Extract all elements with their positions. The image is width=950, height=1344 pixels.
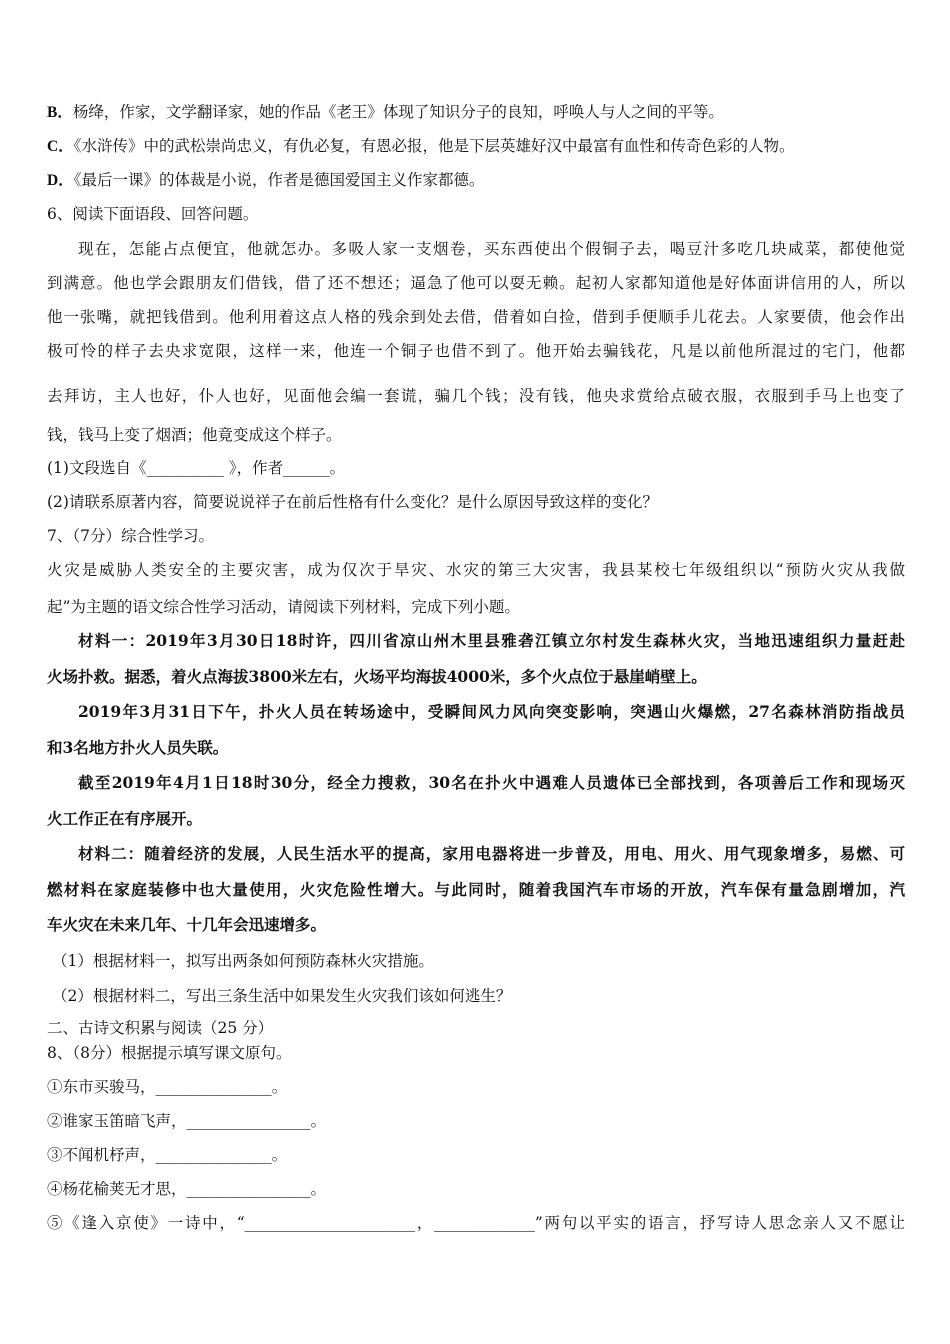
- q7-material-2-line: 材料二：随着经济的发展，人民生活水平的提高，家用电器将进一步普及，用电、用火、用气现象增多，易燃、可: [78, 844, 905, 863]
- option-d: [47, 169, 484, 192]
- q7-material-1-line: 火场扑救。据悉，着火点海拔3800米左右，火场平均海拔4000米，多个火点位于悬崖峭壁上。: [47, 667, 707, 686]
- q8-item-2: ②谁家玉笛暗飞声，________________。: [47, 1112, 327, 1130]
- q8-item-5: ⑤《逢入京使》一诗中，“______________________，_____________”两句以平实的语言，抒写诗人思念亲人又不愿让: [47, 1214, 905, 1232]
- section-2-title: 二、古诗文积累与阅读（25 分）: [47, 1019, 274, 1037]
- option-d-text: 《最后一课》的体裁是小说，作者是德国爱国主义作家都德。: [73, 171, 485, 189]
- question-8-title: 8、（8分）根据提示填写课文原句。: [47, 1044, 292, 1062]
- q7-intro-line: 火灾是威胁人类安全的主要灾害，成为仅次于旱灾、水灾的第三大灾害，我县某校七年级组织以“预防火灾从我做: [47, 561, 905, 579]
- q7-subquestion-2: （2）根据材料二，写出三条生活中如果发生火灾我们该如何逃生？: [52, 987, 512, 1005]
- q7-material-1-line: 材料一：2019年3月30日18时许，四川省凉山州木里县雅砻江镇立尔村发生森林火灾，当地迅速组织力量赶赴: [78, 631, 905, 650]
- q7-material-2-line: 车火灾在未来几年、十几年会迅速增多。: [47, 915, 327, 934]
- question-7-title: 7、（7分）综合性学习。: [47, 527, 214, 545]
- q7-material-1-line: 火工作正在有序展开。: [47, 809, 203, 828]
- q6-passage-line: 极可怜的样子去央求宽限，这样一来，他连一个铜子也借不到了。他开始去骗钱花，凡是以前他所混过的宅门，他都: [47, 342, 905, 360]
- q7-material-1-line: 2019年3月31日下午，扑火人员在转场途中，受瞬间风力风向突变影响，突遇山火爆燃，27名森林消防指战员: [78, 702, 905, 721]
- q6-passage-line: 现在，怎能占点便宜，他就怎办。多吸人家一支烟卷，买东西使出个假铜子去，喝豆汁多吃几块咸菜，都使他觉: [78, 240, 905, 258]
- option-b-letter: B．: [47, 104, 73, 121]
- q7-material-1-line: 截至2019年4月1日18时30分，经全力搜救，30名在扑火中遇难人员遗体已全部找到，各项善后工作和现场灭: [78, 773, 905, 792]
- q6-subquestion-1: (1)文段选自《__________ 》，作者______。: [47, 459, 346, 477]
- q6-passage-line: 他一张嘴，就把钱借到。他利用着这点人格的残余到处去借，借着如白捡，借到手便顺手儿花去。人家要债，他会作出: [47, 308, 905, 326]
- q7-material-1-line: 和3名地方扑火人员失联。: [47, 738, 229, 757]
- option-b: [47, 101, 724, 124]
- q6-passage-line: 钱，钱马上变了烟酒；他竟变成这个样子。: [47, 426, 342, 444]
- option-c: [47, 135, 794, 158]
- option-d-letter: D．: [47, 172, 74, 189]
- question-6-title: 6、阅读下面语段、回答问题。: [47, 205, 259, 223]
- q8-item-1: ①东市买骏马，_______________。: [47, 1078, 288, 1096]
- q6-passage-line: 去拜访，主人也好，仆人也好，见面他会编一套谎，骗几个钱；没有钱，他央求赏给点破衣服，衣服到手马上也变了: [47, 387, 905, 405]
- q7-subquestion-1: （1）根据材料一，拟写出两条如何预防森林火灾措施。: [52, 952, 434, 970]
- option-c-text: 《水浒传》中的武松崇尚忠义，有仇必复，有恩必报，他是下层英雄好汉中最富有血性和传奇色彩的人物。: [73, 137, 795, 155]
- q8-item-3: ③不闻机杼声，_______________。: [47, 1146, 288, 1164]
- q6-passage-line: 到满意。他也学会跟朋友们借钱，借了还不想还；逼急了他可以耍无赖。起初人家都知道他是好体面讲信用的人，所以: [47, 274, 905, 292]
- q8-item-4: ④杨花榆荚无才思，________________。: [47, 1180, 327, 1198]
- q7-intro-line: 起”为主题的语文综合性学习活动，请阅读下列材料，完成下列小题。: [47, 598, 520, 616]
- option-b-text: 杨绛，作家，文学翻译家，她的作品《老王》体现了知识分子的良知，呼唤人与人之间的平等。: [72, 103, 724, 121]
- q6-subquestion-2: (2)请联系原著内容，简要说说祥子在前后性格有什么变化？是什么原因导致这样的变化？: [47, 493, 658, 511]
- q7-material-2-line: 燃材料在家庭装修中也大量使用，火灾危险性增大。与此同时，随着我国汽车市场的开放，汽车保有量急剧增加，汽: [47, 880, 905, 899]
- option-c-letter: C．: [47, 138, 74, 155]
